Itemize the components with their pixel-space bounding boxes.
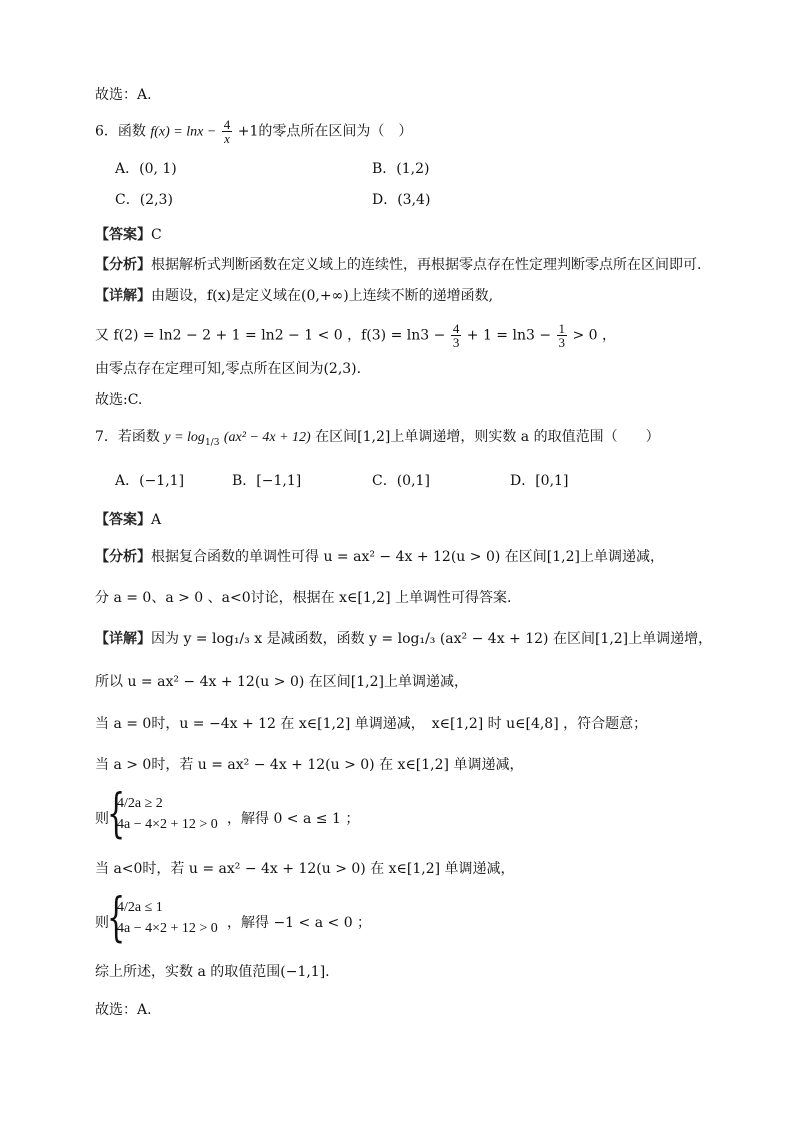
system-lines — [117, 792, 218, 834]
system-line-1: 4/2a ≥ 2 — [117, 796, 163, 811]
system-lines — [117, 896, 218, 938]
q6-answer — [95, 226, 162, 244]
q6-option-d: D．(3,4) — [372, 192, 431, 208]
q7-detail — [95, 630, 712, 648]
analysis-tag: 【分析】 — [95, 549, 151, 565]
q6-l2-part-c: > 0 ， — [572, 327, 617, 344]
q7-system-1 — [95, 784, 455, 844]
answer-tag: 【答案】 — [95, 227, 151, 243]
q6-l2-frac1-den: 3 — [452, 335, 460, 350]
system-line-2: 4a − 4×2 + 12 > 0 — [117, 817, 218, 832]
brace-icon: { — [107, 888, 126, 948]
q6-l2-frac2-num: 1 — [558, 321, 566, 336]
q6-analysis — [95, 256, 701, 274]
q6-l2-frac2 — [557, 322, 568, 349]
system-prefix: 则 — [95, 915, 109, 931]
q6-l2-frac1-num: 4 — [452, 321, 460, 336]
q6-prefix: 6．函数 — [95, 123, 146, 140]
q7-step4: 当 a<0时，若 u = ax² − 4x + 12(u > 0) 在 x∈[1,2] 单调递减， — [95, 861, 515, 877]
q7-system-2 — [95, 888, 455, 948]
q7-analysis-line2: 分 a = 0、a > 0 、a<0讨论，根据在 x∈[1,2] 上单调性可得答案. — [95, 590, 512, 606]
q7-select: 故选：A. — [95, 1002, 152, 1018]
q7-answer — [95, 511, 161, 529]
q6-frac-num: 4 — [223, 117, 231, 132]
q6-select: 故选:C. — [95, 392, 143, 408]
system-line-1: 4/2a ≤ 1 — [117, 900, 163, 915]
q6-detail-line2 — [95, 322, 616, 349]
analysis-text: 根据解析式判断函数在定义域上的连续性，再根据零点存在性定理判断零点所在区间即可. — [151, 257, 702, 273]
brace-icon: { — [107, 784, 126, 844]
q6-l2-frac2-den: 3 — [558, 335, 566, 350]
system-result: ，解得 0 < a ≤ 1 ； — [227, 811, 360, 827]
detail-text: 因为 y = log₁/₃ x 是减函数，函数 y = log₁/₃ (ax² − 4x + 12) 在区间[1,2]上单调递增， — [151, 631, 713, 647]
q7-base: 1/3 — [204, 438, 220, 448]
line-select-a-prev: 故选：A. — [95, 87, 152, 103]
q7-option-b: B．[−1,1] — [232, 473, 302, 489]
q6-tail: +1的零点所在区间为（ ） — [237, 123, 413, 140]
analysis-text: 根据复合函数的单调性可得 u = ax² − 4x + 12(u > 0) 在区间[1,2]上单调递减， — [151, 549, 664, 565]
q7-step1: 所以 u = ax² − 4x + 12(u > 0) 在区间[1,2]上单调递减， — [95, 674, 468, 690]
system-result: ，解得 −1 < a < 0 ； — [227, 915, 372, 931]
q6-detail-line3: 由零点存在定理可知,零点所在区间为(2,3). — [95, 361, 362, 377]
answer-value: A — [151, 512, 162, 528]
question-7 — [95, 428, 660, 452]
q6-l2-frac1 — [451, 322, 462, 349]
q7-summary: 综上所述，实数 a 的取值范围(−1,1]. — [95, 964, 330, 980]
q6-l2-part-a: 又 f(2) = ln2 − 2 + 1 = ln2 − 1 < 0 ，f(3) = ln3 − — [95, 327, 446, 344]
q7-arg: (ax² − 4x + 12) — [223, 430, 311, 445]
q7-func: y = log — [164, 430, 205, 445]
q6-option-b: B．(1,2) — [372, 161, 430, 177]
answer-value: C — [151, 227, 162, 243]
q7-option-c: C．(0,1] — [372, 473, 430, 489]
q6-detail — [95, 287, 493, 305]
q7-analysis — [95, 548, 664, 566]
q7-step2: 当 a = 0时，u = −4x + 12 在 x∈[1,2] 单调递减， x∈[1,2] 时 u∈[4,8] ，符合题意； — [95, 716, 648, 732]
answer-tag: 【答案】 — [95, 512, 151, 528]
system-line-2: 4a − 4×2 + 12 > 0 — [117, 921, 218, 936]
q7-option-a: A．(−1,1] — [115, 473, 185, 489]
q6-option-c: C．(2,3) — [115, 192, 173, 208]
q7-prefix: 7．若函数 — [95, 429, 160, 445]
q6-fraction — [222, 118, 233, 145]
q6-function: f(x) = lnx − — [150, 124, 217, 140]
q7-option-d: D．[0,1] — [510, 473, 569, 489]
system-prefix: 则 — [95, 811, 109, 827]
detail-tag: 【详解】 — [95, 631, 151, 647]
detail-text: 由题设，f(x)是定义域在(0,+∞)上连续不断的递增函数, — [151, 288, 494, 304]
q7-step3: 当 a > 0时，若 u = ax² − 4x + 12(u > 0) 在 x∈[1,2] 单调递减， — [95, 757, 524, 773]
question-6 — [95, 118, 412, 145]
detail-tag: 【详解】 — [95, 288, 151, 304]
q7-tail: 在区间[1,2]上单调递增，则实数 a 的取值范围（ ） — [315, 429, 660, 445]
analysis-tag: 【分析】 — [95, 257, 151, 273]
q6-option-a: A．(0, 1) — [115, 161, 177, 177]
q6-frac-den: x — [224, 131, 230, 146]
q6-l2-part-b: + 1 = ln3 − — [466, 327, 552, 344]
